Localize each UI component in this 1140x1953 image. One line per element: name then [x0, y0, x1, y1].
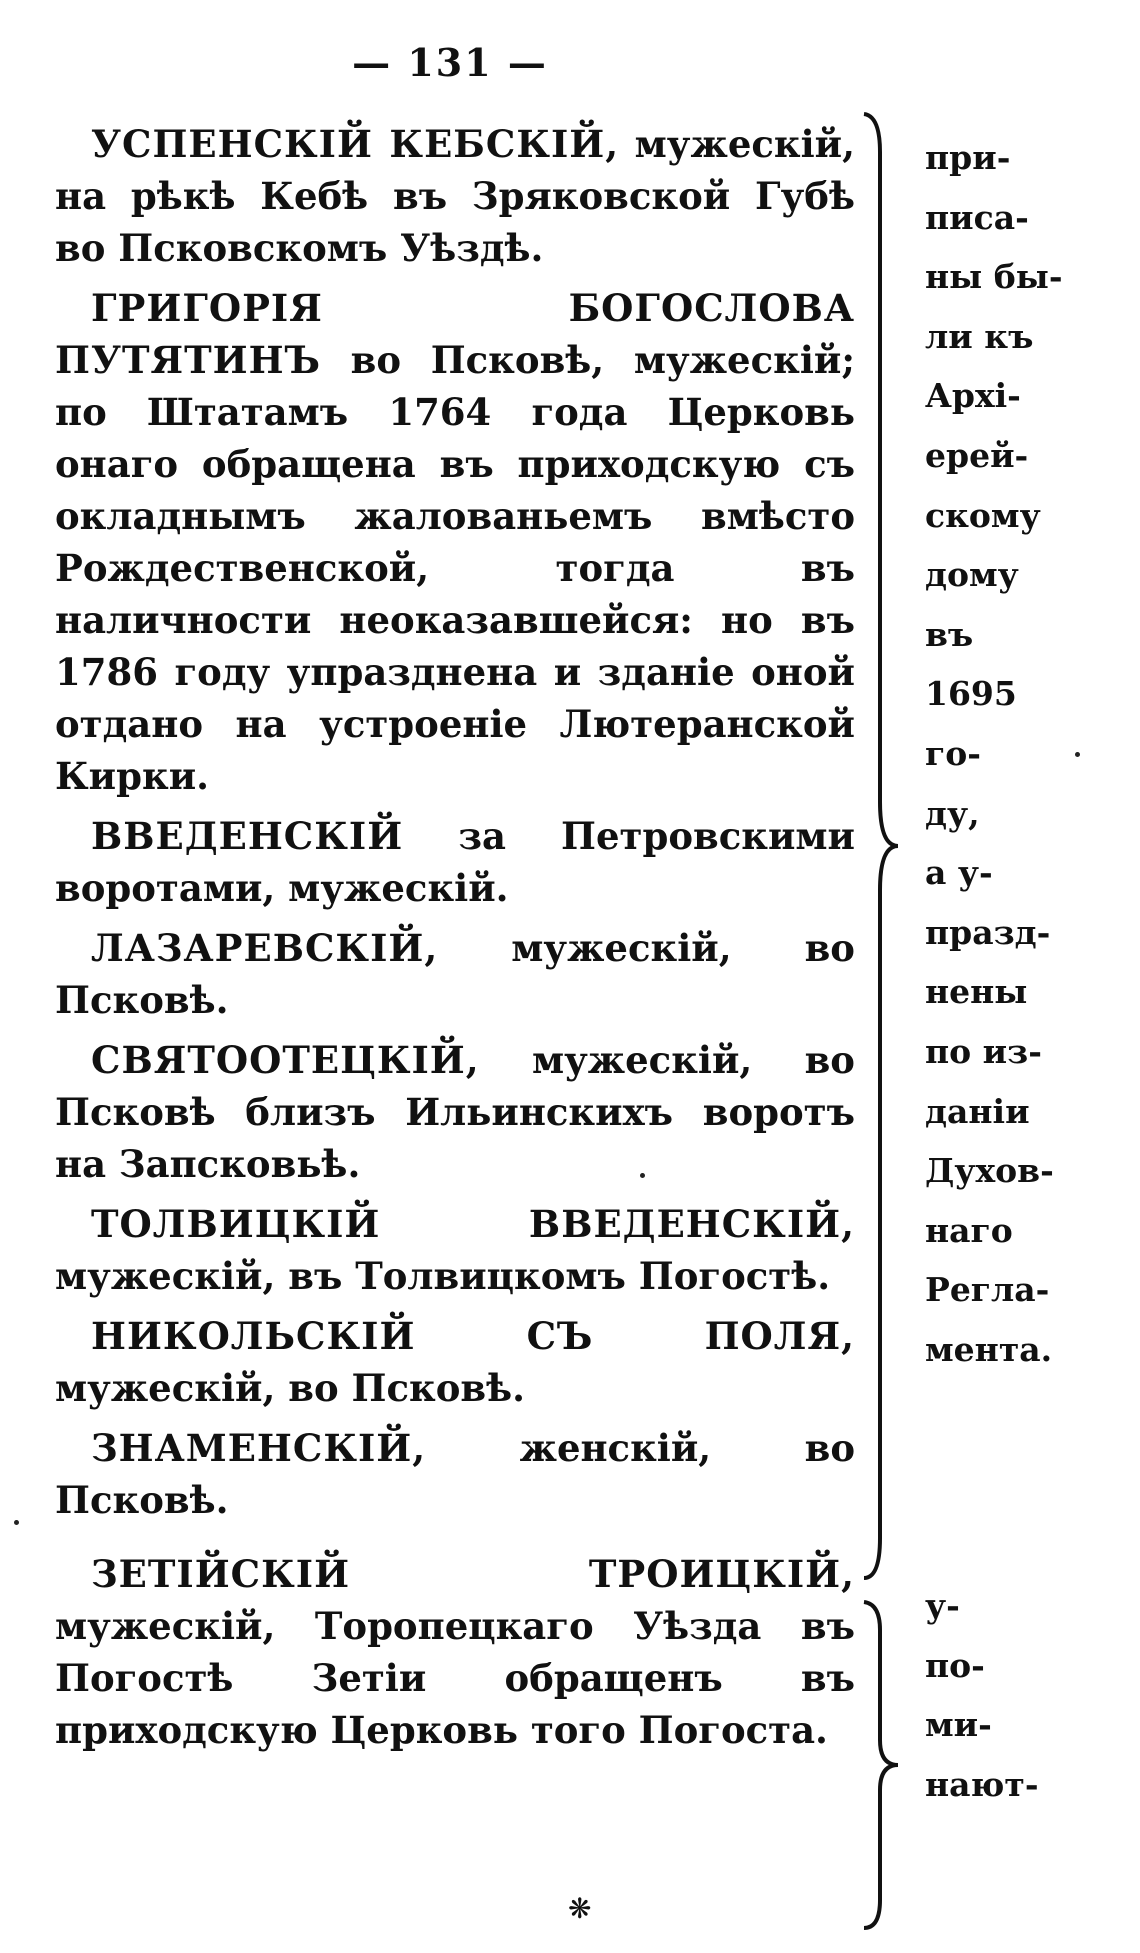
entry-grigoria	[55, 282, 855, 802]
entry-title: ВВЕДЕНСКІЙ	[91, 814, 404, 858]
entry-zetiysky	[55, 1548, 855, 1756]
entry-title: НИКОЛЬСКІЙ СЪ ПОЛЯ,	[91, 1314, 855, 1358]
ornament-icon: ❋	[568, 1892, 592, 1925]
entry-text: женскій, во Псковѣ.	[55, 1426, 855, 1522]
side-note-line: нают-	[925, 1764, 1039, 1804]
main-column	[55, 118, 855, 1764]
entry-lazarevsky	[55, 922, 855, 1026]
entry-title: ТОЛВИЦКІЙ ВВЕДЕНСКІЙ,	[91, 1202, 855, 1246]
entry-znamensky	[55, 1422, 855, 1526]
entry-title: ЗНАМЕНСКІЙ,	[91, 1426, 427, 1470]
side-note-line: Духов-	[925, 1151, 1054, 1191]
entry-title: ЗЕТІЙСКІЙ ТРОИЦКІЙ,	[91, 1552, 855, 1596]
entry-nikolsky	[55, 1310, 855, 1414]
entry-title: УСПЕНСКІЙ КЕБСКІЙ,	[91, 122, 620, 166]
entry-text: мужескій, на рѣкѣ Кебѣ въ Зряковской Губѣ во Псковскомъ Уѣздѣ.	[55, 122, 855, 270]
side-note-line: а у-	[925, 853, 993, 893]
curly-brace	[858, 112, 908, 1580]
print-speck	[640, 1173, 645, 1178]
side-note-line: Архі-	[925, 376, 1021, 416]
side-note-line: го-	[925, 733, 981, 773]
side-note-line: празд-	[925, 912, 1051, 952]
entry-text: мужескій, Торопецкаго Уѣзда въ Погостѣ Зетіи обращенъ въ приходскую Церковь того Погоста.	[55, 1604, 855, 1752]
curly-brace	[858, 1600, 908, 1930]
side-note-line: скому	[925, 495, 1041, 535]
side-note-line: ны бы-	[925, 257, 1063, 297]
entry-vvedensky	[55, 810, 855, 914]
entry-tolvitsky	[55, 1198, 855, 1302]
entry-title: ЛАЗАРЕВСКІЙ,	[91, 926, 439, 970]
entry-svyatootetsky	[55, 1034, 855, 1190]
entry-title: ГРИГОРІЯ БОГОСЛОВА ПУТЯТИНЪ	[55, 286, 855, 382]
side-note-line: Регла-	[925, 1270, 1050, 1310]
side-note-line: даніи	[925, 1091, 1030, 1131]
side-note-line: мента.	[925, 1329, 1053, 1369]
entry-text: мужескій, во Псковѣ.	[55, 1366, 525, 1410]
side-note-line: дому	[925, 555, 1019, 595]
entry-uspensky	[55, 118, 855, 274]
entry-text: мужескій, въ Толвицкомъ Погостѣ.	[55, 1254, 831, 1298]
side-note-line: ли къ	[925, 316, 1034, 356]
entry-text: во Псковѣ, мужескій; по Штатамъ 1764 года Церковь онаго обращена въ приходскую съ окладнымъ жалованьемъ вмѣсто Рождественской, тогда въ наличности неоказавшейся: но въ 1786 году упразднена и зданіе оной отдано на устроеніе Лютеранской Кирки.	[55, 338, 855, 798]
side-note-line: ерей-	[925, 435, 1029, 475]
side-note-line: ми-	[925, 1705, 992, 1745]
print-speck	[1075, 752, 1080, 757]
entry-title: СВЯТООТЕЦКІЙ,	[91, 1038, 480, 1082]
entry-text: мужескій, во Псковѣ близъ Ильинскихъ воротъ на Запсковьѣ.	[55, 1038, 855, 1186]
side-note-2	[925, 1576, 1125, 1814]
side-note-line: ду,	[925, 793, 980, 833]
side-note-line: наго	[925, 1210, 1013, 1250]
side-note-line: по-	[925, 1645, 985, 1685]
side-note-line: по из-	[925, 1031, 1042, 1071]
side-note-line: въ	[925, 614, 974, 654]
side-note-line: 1695	[925, 674, 1017, 714]
side-note-line: нены	[925, 972, 1028, 1012]
side-note-line: писа-	[925, 197, 1029, 237]
side-note-line: при-	[925, 138, 1011, 177]
print-speck	[14, 1520, 19, 1525]
page-number: — 131 —	[352, 40, 548, 85]
entry-text: мужескій, во Псковѣ.	[55, 926, 855, 1022]
side-note-line: у-	[925, 1586, 960, 1625]
side-note-1	[925, 128, 1125, 1379]
entry-text: за Петровскими воротами, мужескій.	[55, 814, 855, 910]
